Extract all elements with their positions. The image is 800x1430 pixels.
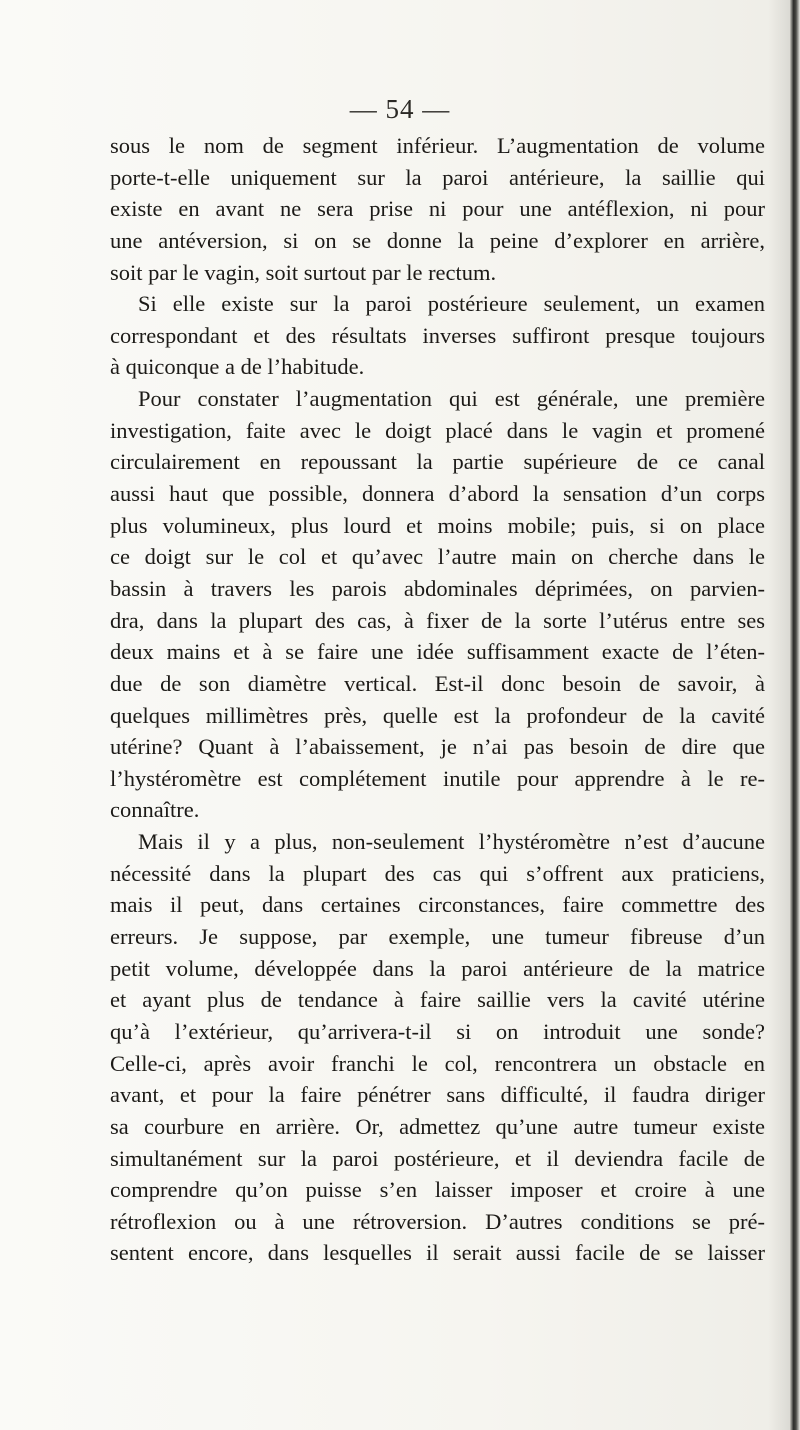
text-line: sous le nom de segment inférieur. L’augmentation de volume [110,133,765,158]
text-line: petit volume, développée dans la paroi antérieure de la matrice [110,955,765,981]
text-line: Pour constater l’augmentation qui est générale, une première [138,386,765,412]
text-line: Mais il y a plus, non-seulement l’hystéromètre n’est d’aucune [138,829,765,855]
text-line: sa courbure en arrière. Or, admettez qu’une autre tumeur existe [110,1113,765,1139]
text-line: Si elle existe sur la paroi postérieure seulement, un examen [138,291,765,317]
text-line: et ayant plus de tendance à faire saillie vers la cavité utérine [110,987,765,1013]
text-line: simultanément sur la paroi postérieure, et il deviendra facile de [110,1145,765,1171]
body-text [110,130,765,1269]
text-line: une antéversion, si on se donne la peine d’explorer en arrière, [110,227,765,253]
text-line: plus volumineux, plus lourd et moins mobile; puis, si on place [110,512,765,538]
text-line: l’hystéromètre est complétement inutile pour apprendre à le re- [110,765,765,791]
text-line: due de son diamètre vertical. Est-il donc besoin de savoir, à [110,670,765,696]
page-edge-shadow [790,0,800,1430]
text-line: porte-t-elle uniquement sur la paroi antérieure, la saillie qui [110,164,765,190]
text-line: existe en avant ne sera prise ni pour une antéflexion, ni pour [110,196,765,222]
text-line: comprendre qu’on puisse s’en laisser imposer et croire à une [110,1177,765,1203]
text-line: mais il peut, dans certaines circonstances, faire commettre des [110,892,765,918]
text-line: dra, dans la plupart des cas, à fixer de la sorte l’utérus entre ses [110,607,765,633]
page-number: — 54 — [349,94,451,124]
text-line: avant, et pour la faire pénétrer sans difficulté, il faudra diriger [110,1082,765,1108]
text-line: bassin à travers les parois abdominales déprimées, on parvien- [110,575,765,601]
text-line: investigation, faite avec le doigt placé dans le vagin et promené [110,417,765,443]
text-line: soit par le vagin, soit surtout par le rectum. [110,259,497,285]
text-line: quelques millimètres près, quelle est la profondeur de la cavité [110,702,765,728]
text-line: connaître. [110,797,200,823]
text-line: utérine? Quant à l’abaissement, je n’ai pas besoin de dire que [110,734,765,760]
text-line: rétroflexion ou à une rétroversion. D’autres conditions se pré- [110,1208,765,1234]
text-line: sentent encore, dans lesquelles il serait aussi facile de se laisser [110,1240,765,1266]
text-line: qu’à l’extérieur, qu’arrivera-t-il si on introduit une sonde? [110,1018,765,1044]
text-line: deux mains et à se faire une idée suffisamment exacte de l’éten- [110,639,765,665]
text-line: Celle-ci, après avoir franchi le col, rencontrera un obstacle en [110,1050,765,1076]
text-line: correspondant et des résultats inverses suffiront presque toujours [110,322,765,348]
text-line: nécessité dans la plupart des cas qui s’offrent aux praticiens, [110,860,765,886]
text-line: erreurs. Je suppose, par exemple, une tumeur fibreuse d’un [110,924,765,950]
text-line: circulairement en repoussant la partie supérieure de ce canal [110,449,765,475]
text-line: à quiconque a de l’habitude. [110,354,365,380]
text-line: aussi haut que possible, donnera d’abord la sensation d’un corps [110,481,765,507]
text-line: ce doigt sur le col et qu’avec l’autre main on cherche dans le [110,544,765,570]
